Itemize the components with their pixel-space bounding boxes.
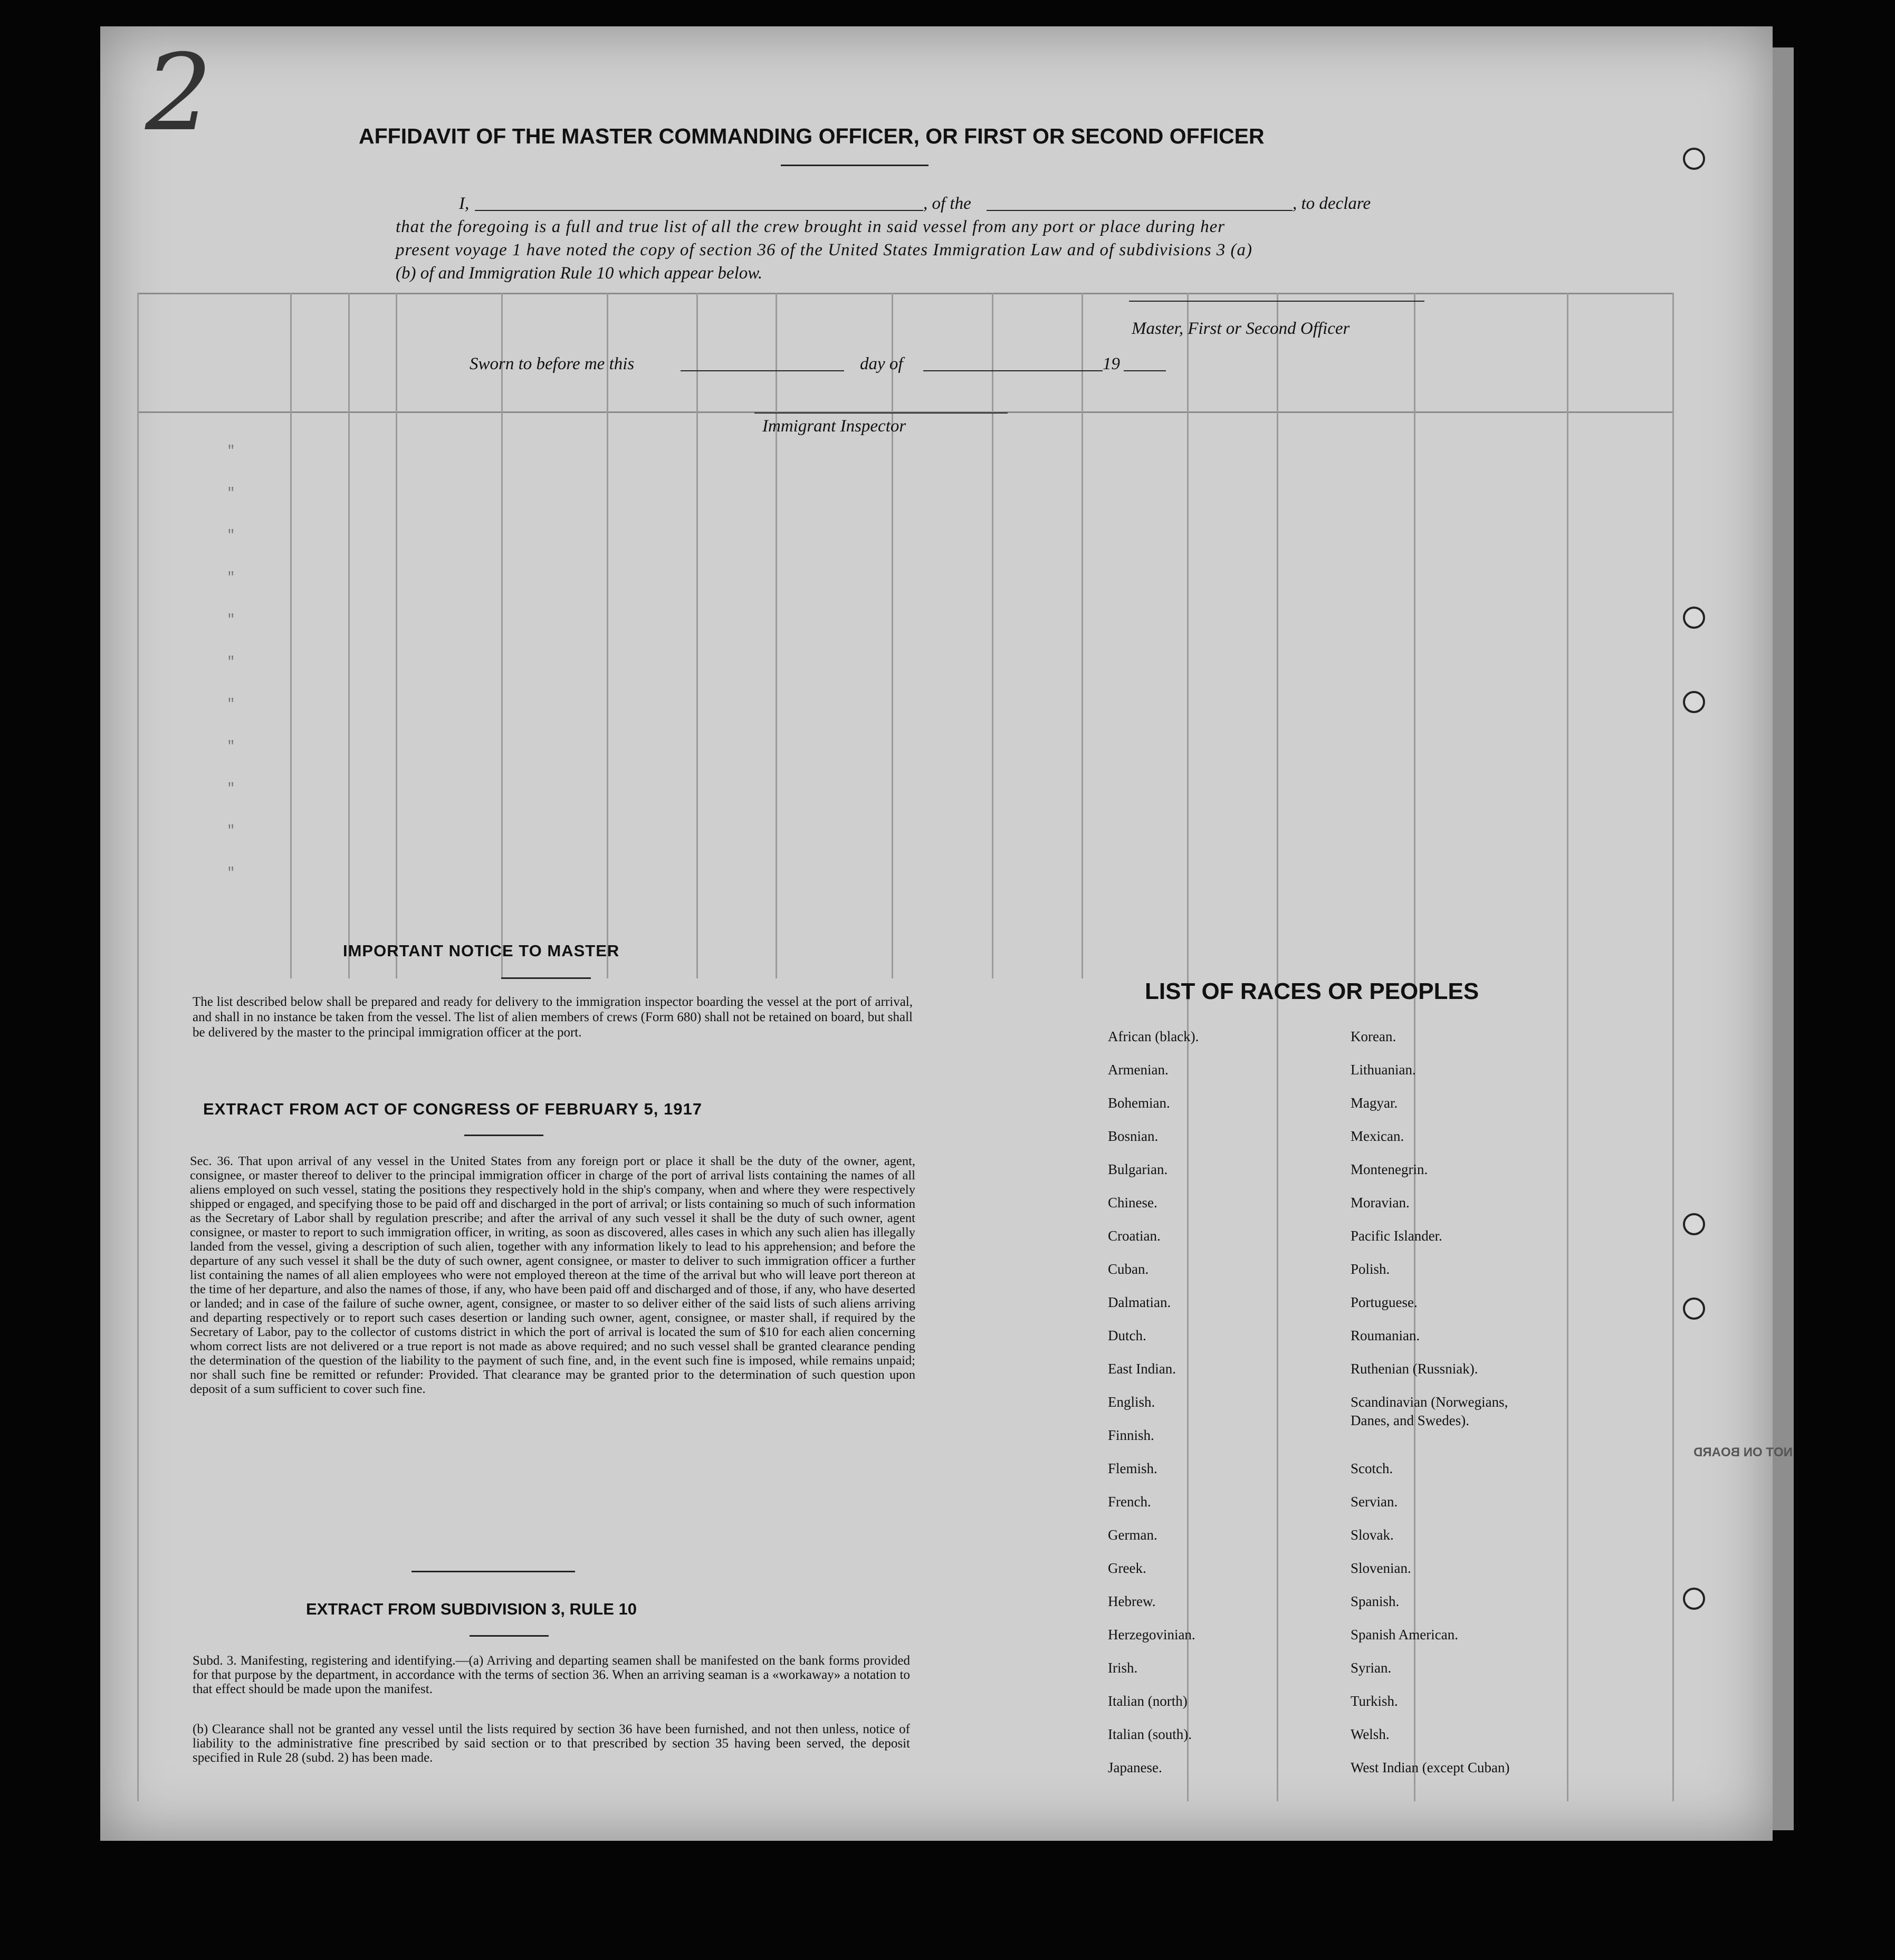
race-item: Scandinavian (Norwegians, (1351, 1394, 1508, 1410)
table-col-line (1187, 293, 1189, 1801)
race-item: Armenian. (1108, 1062, 1169, 1078)
sworn-label: Sworn to before me this (470, 354, 635, 373)
notice-text: The list described below shall be prepared and ready for delivery to the immigration inspector boarding the vessel at the port of arrival, and shall in no instance be taken from the vessel. The list of alien members of crews (Form 680) shall not be retained on board, but shall be delivered by the master to the principal immigration officer at the port. (193, 995, 913, 1040)
race-item: Dalmatian. (1108, 1294, 1171, 1310)
table-col-line (501, 293, 503, 978)
race-item: Turkish. (1351, 1693, 1398, 1709)
race-item: Bosnian. (1108, 1128, 1159, 1144)
affidavit-i: I, (459, 194, 470, 213)
race-item: English. (1108, 1394, 1155, 1410)
notice-underline (501, 977, 591, 979)
race-item: Mexican. (1351, 1128, 1404, 1144)
day-of-label: day of (860, 354, 903, 373)
race-item: Japanese. (1108, 1760, 1162, 1775)
manifest-page: AFFIDAVIT OF THE MASTER COMMANDING OFFICER, OR FIRST OR SECOND OFFICER I, , of the , to declare that the foregoing is a full and true list of all the crew brought in said vessel from any port or place during her present voyage 1 have noted the copy of section 36 of the United States Immigration Law and of subdivisions 3 (a) (b) of and Immigration Rule 10 which appear below. Master, First or Second Officer Sworn to before me this day of 19 Immigrant Inspector " " " " " " " " " " " IMPORTANT NOTICE TO MASTER The list described below shall be prepared and ready for delivery to the immigration inspector boarding the vessel at the port of arrival, and shall in no instance be taken from the vessel. The list of alien members of crews (Form 680) shall not be retained on board, but shall be delivered by the master to the principal immigration officer at the port. EXTRACT FROM ACT OF CONGRESS OF FEBRUARY 5, 1917 Sec. 36. That upon arrival of any vessel in the United States from any foreign port or place it shall be the duty of the owner, agent, consignee, or master thereof to deliver to the principal immigration officer in charge of the port of arrival lists containing the names of all aliens employed on such vessel, stating the positions they respectively hold in the ship's company, when and where they were respectively shipped or engaged, and specifying those to be paid off and discharged in the port of arrival; or lists containing so much of such information as the Secretary of Labor shall by regulation prescribe; and after the arrival of any such vessel it shall be the duty of such owner, agent consignee, or master to report to such immigration officer, in writing, as soon as discovered, alles cases in which any such alien has illegally landed from the vessel, giving a description of such alien, together with any information likely to lead to his apprehension; and before the departure of any such vessel it shall be the duty of such owner, agent consignee, or master to deliver to such immigration officer a further list containing the names of all alien employees who were not employed thereon at the time of the arrival but who will leave port thereon at the time of her departure, and also the names of those, if any, who have been paid off and discharged and of those, if any, who have deserted or landed; and in case of the failure of suche owner, agent, consignee, or master to so deliver either of the said lists of such aliens arriving and departing respectively or to report such cases desertion or landing such owner, agent, consignee, or master shall, if required by the Secretary of Labor, pay to the collector of customs district in which the port of arrival is located the sum of $10 for each alien concerning whom correct lists are not delivered or a true report is not made as above required; and no such vessel shall be granted clearance pending the determination of the question of the liability to the payment of such fine, and, in the event such fine is imposed, while remains unpaid; nor shall such fine be remitted or refunder: Provided. That clearance may be granted prior to the determination of such question upon deposit of a sum sufficient to cover such fine. EXTRACT FROM SUBDIVISION 3, RULE 10 Subd. 3. Manifesting, registering and identifying.—(a) Arriving and departing seamen shall be manifested on the bank forms provided for that purpose by the department, in accordance with the terms of section 36. When an arriving seaman is a «workaway» a notation to that effect should be made upon the manifest. (b) Clearance shall not be granted any vessel until the lists required by section 36 have been furnished, and not then unless, notice of liability to the administrative fine prescribed by said section or to that prescribed by section 35 having been served, the deposit specified in Rule 28 (subd. 2) has been made. LIST OF RACES OR PEOPLES African (black). Armenian. Bohemian. Bosnian. Bulgarian. Chinese. Croatian. Cuban. Dalmatian. Dutch. East Indian. English. Finnish. Flemish. French. German. Greek. Hebrew. Herzegovinian. Irish. Italian (north) Italian (south). Japanese. Korean. Lithuanian. Magyar. Mexican. Montenegrin. Moravian. Pacific Islander. Polish. Portuguese. Roumanian. Ruthenian (Russniak). Scandinavian (Norwegians, Danes, and Swedes). Scotch. Servian. Slovak. Slovenian. Spanish. Spanish American. Syrian. Turkish. Welsh. West Indian (except Cuban) NOT ON BOARD (100, 26, 1773, 1841)
table-col-line (776, 293, 777, 978)
race-item: Danes, and Swedes). (1351, 1413, 1469, 1428)
table-col-line (1082, 293, 1083, 978)
name-blank (475, 210, 923, 211)
table-col-line (348, 293, 350, 978)
stacked-page-edge (1773, 47, 1794, 1830)
title-underline (781, 165, 929, 166)
rule-text-a: Subd. 3. Manifesting, registering and identifying.—(a) Arriving and departing seamen shall be manifested on the bank forms provided for that purpose by the department, in accordance with the terms of section 36. When an arriving seaman is a «workaway» a notation to that effect should be made upon the manifest. (193, 1654, 910, 1696)
race-item: Montenegrin. (1351, 1161, 1428, 1177)
affidavit-declare: , to declare (1293, 194, 1371, 213)
race-item: Spanish. (1351, 1593, 1400, 1609)
race-item: Slovenian. (1351, 1560, 1411, 1576)
binder-hole (1683, 691, 1705, 713)
races-title: LIST OF RACES OR PEOPLES (1145, 978, 1479, 1004)
table-col-line (696, 293, 698, 978)
notice-title: IMPORTANT NOTICE TO MASTER (343, 941, 620, 960)
table-col-line (137, 293, 139, 1801)
race-item: Ruthenian (Russniak). (1351, 1361, 1478, 1377)
table-col-line (607, 293, 608, 978)
rule-separator (411, 1571, 575, 1572)
race-item: Greek. (1108, 1560, 1146, 1576)
table-rule-top (137, 293, 1672, 294)
race-item: Croatian. (1108, 1228, 1161, 1244)
race-item: Dutch. (1108, 1328, 1146, 1343)
race-item: Welsh. (1351, 1726, 1390, 1742)
binder-hole (1683, 1213, 1705, 1235)
race-item: West Indian (except Cuban) (1351, 1760, 1510, 1775)
table-col-line (396, 293, 397, 978)
race-item: Hebrew. (1108, 1593, 1156, 1609)
affidavit-line3: present voyage 1 have noted the copy of section 36 of the United States Immigration Law and of subdivisions 3 (a) (396, 241, 1253, 260)
table-col-line (1277, 293, 1278, 1801)
master-label: Master, First or Second Officer (1132, 319, 1350, 338)
race-item: Polish. (1351, 1261, 1390, 1277)
master-signature-line (1129, 301, 1424, 302)
race-item: Syrian. (1351, 1660, 1392, 1676)
race-item: Pacific Islander. (1351, 1228, 1442, 1244)
binder-hole (1683, 1298, 1705, 1320)
act-title: EXTRACT FROM ACT OF CONGRESS OF FEBRUARY 5, 1917 (203, 1100, 702, 1118)
race-item: Bohemian. (1108, 1095, 1170, 1111)
act-underline (464, 1135, 543, 1136)
month-blank (923, 370, 1103, 371)
race-item: Spanish American. (1351, 1627, 1458, 1642)
table-col-line (1414, 293, 1415, 1801)
race-item: Roumanian. (1351, 1328, 1420, 1343)
race-item: Scotch. (1351, 1461, 1393, 1476)
vessel-blank (987, 210, 1293, 211)
inspector-label: Immigrant Inspector (762, 417, 906, 436)
race-item: Magyar. (1351, 1095, 1398, 1111)
rule-text-b: (b) Clearance shall not be granted any vessel until the lists required by section 36 have been furnished, and not then unless, notice of liability to the administrative fine prescribed by said section or to that prescribed by section 35 having been served, the deposit specified in Rule 28 (subd. 2) has been made. (193, 1722, 910, 1765)
race-item: Italian (north) (1108, 1693, 1188, 1709)
inspector-signature-line (754, 412, 1008, 414)
table-col-line (290, 293, 292, 978)
race-item: African (black). (1108, 1029, 1199, 1044)
binder-hole (1683, 607, 1705, 629)
affidavit-of: , of the (923, 194, 971, 213)
race-item: Bulgarian. (1108, 1161, 1168, 1177)
sworn-day-blank (681, 370, 844, 371)
year-label: 19 (1103, 354, 1120, 373)
act-text: Sec. 36. That upon arrival of any vessel in the United States from any foreign port or place it shall be the duty of the owner, agent, consignee, or master thereof to deliver to the principal immigration officer in charge of the port of arrival lists containing the names of all aliens employed on such vessel, stating the positions they respectively hold in the ship's company, when and where they were respectively shipped or engaged, and specifying those to be paid off and discharged in the port of arrival; or lists containing so much of such information as the Secretary of Labor shall by regulation prescribe; and after the arrival of any such vessel it shall be the duty of such owner, agent consignee, or master to report to such immigration officer, in writing, as soon as discovered, alles cases in which any such alien has illegally landed from the vessel, giving a description of such alien, together with any information likely to lead to his apprehension; and before the departure of any such vessel it shall be the duty of such owner, agent consignee, or master to deliver to such immigration officer a further list containing the names of all alien employees who were not employed thereon at the time of the arrival but who will leave port thereon at the time of her departure, and also the names of those, if any, who have been paid off and discharged and of those, if any, who have deserted or landed; and in case of the failure of suche owner, agent, consignee, or master to so deliver either of the said lists of such aliens arriving and departing respectively or to report such cases desertion or landing such owner, agent, consignee, or master shall, if required by the Secretary of Labor, pay to the collector of customs district in which the port of arrival is located the sum of $10 for each alien concerning whom correct lists are not delivered or a true report is not made as above required; and no such vessel shall be granted clearance pending the determination of the question of the liability to the payment of such fine, and, in the event such fine is imposed, while remains unpaid; nor shall such fine be remitted or refunder: Provided. That clearance may be granted prior to the determination of such question upon deposit of a sum sufficient to cover such fine. (190, 1154, 915, 1396)
table-col-line (992, 293, 993, 978)
race-item: Moravian. (1351, 1195, 1410, 1210)
race-item: Herzegovinian. (1108, 1627, 1195, 1642)
rule-title: EXTRACT FROM SUBDIVISION 3, RULE 10 (306, 1600, 637, 1618)
race-item: Slovak. (1351, 1527, 1394, 1543)
table-col-line (1567, 293, 1568, 1801)
affidavit-line4: (b) of and Immigration Rule 10 which appear below. (396, 264, 763, 283)
race-item: East Indian. (1108, 1361, 1176, 1377)
year-blank (1124, 370, 1166, 371)
race-item: Finnish. (1108, 1427, 1154, 1443)
rule-underline (470, 1635, 549, 1637)
affidavit-title: AFFIDAVIT OF THE MASTER COMMANDING OFFICER, OR FIRST OR SECOND OFFICER (359, 124, 1265, 148)
binder-hole (1683, 1588, 1705, 1610)
race-item: Flemish. (1108, 1461, 1157, 1476)
table-col-line (1672, 293, 1674, 1801)
race-item: German. (1108, 1527, 1157, 1543)
race-item: Servian. (1351, 1494, 1398, 1510)
binder-hole (1683, 148, 1705, 170)
page-marker: 2 (145, 32, 213, 155)
affidavit-line2: that the foregoing is a full and true list of all the crew brought in said vessel from any port or place during her (396, 217, 1226, 236)
race-item: Korean. (1351, 1029, 1396, 1044)
race-item: Cuban. (1108, 1261, 1149, 1277)
race-item: Lithuanian. (1351, 1062, 1416, 1078)
race-item: Portuguese. (1351, 1294, 1418, 1310)
race-item: Chinese. (1108, 1195, 1157, 1210)
margin-note: NOT ON BOARD (1693, 1445, 1793, 1459)
race-item: French. (1108, 1494, 1151, 1510)
race-item: Italian (south). (1108, 1726, 1192, 1742)
table-col-line (892, 293, 893, 978)
race-item: Irish. (1108, 1660, 1138, 1676)
